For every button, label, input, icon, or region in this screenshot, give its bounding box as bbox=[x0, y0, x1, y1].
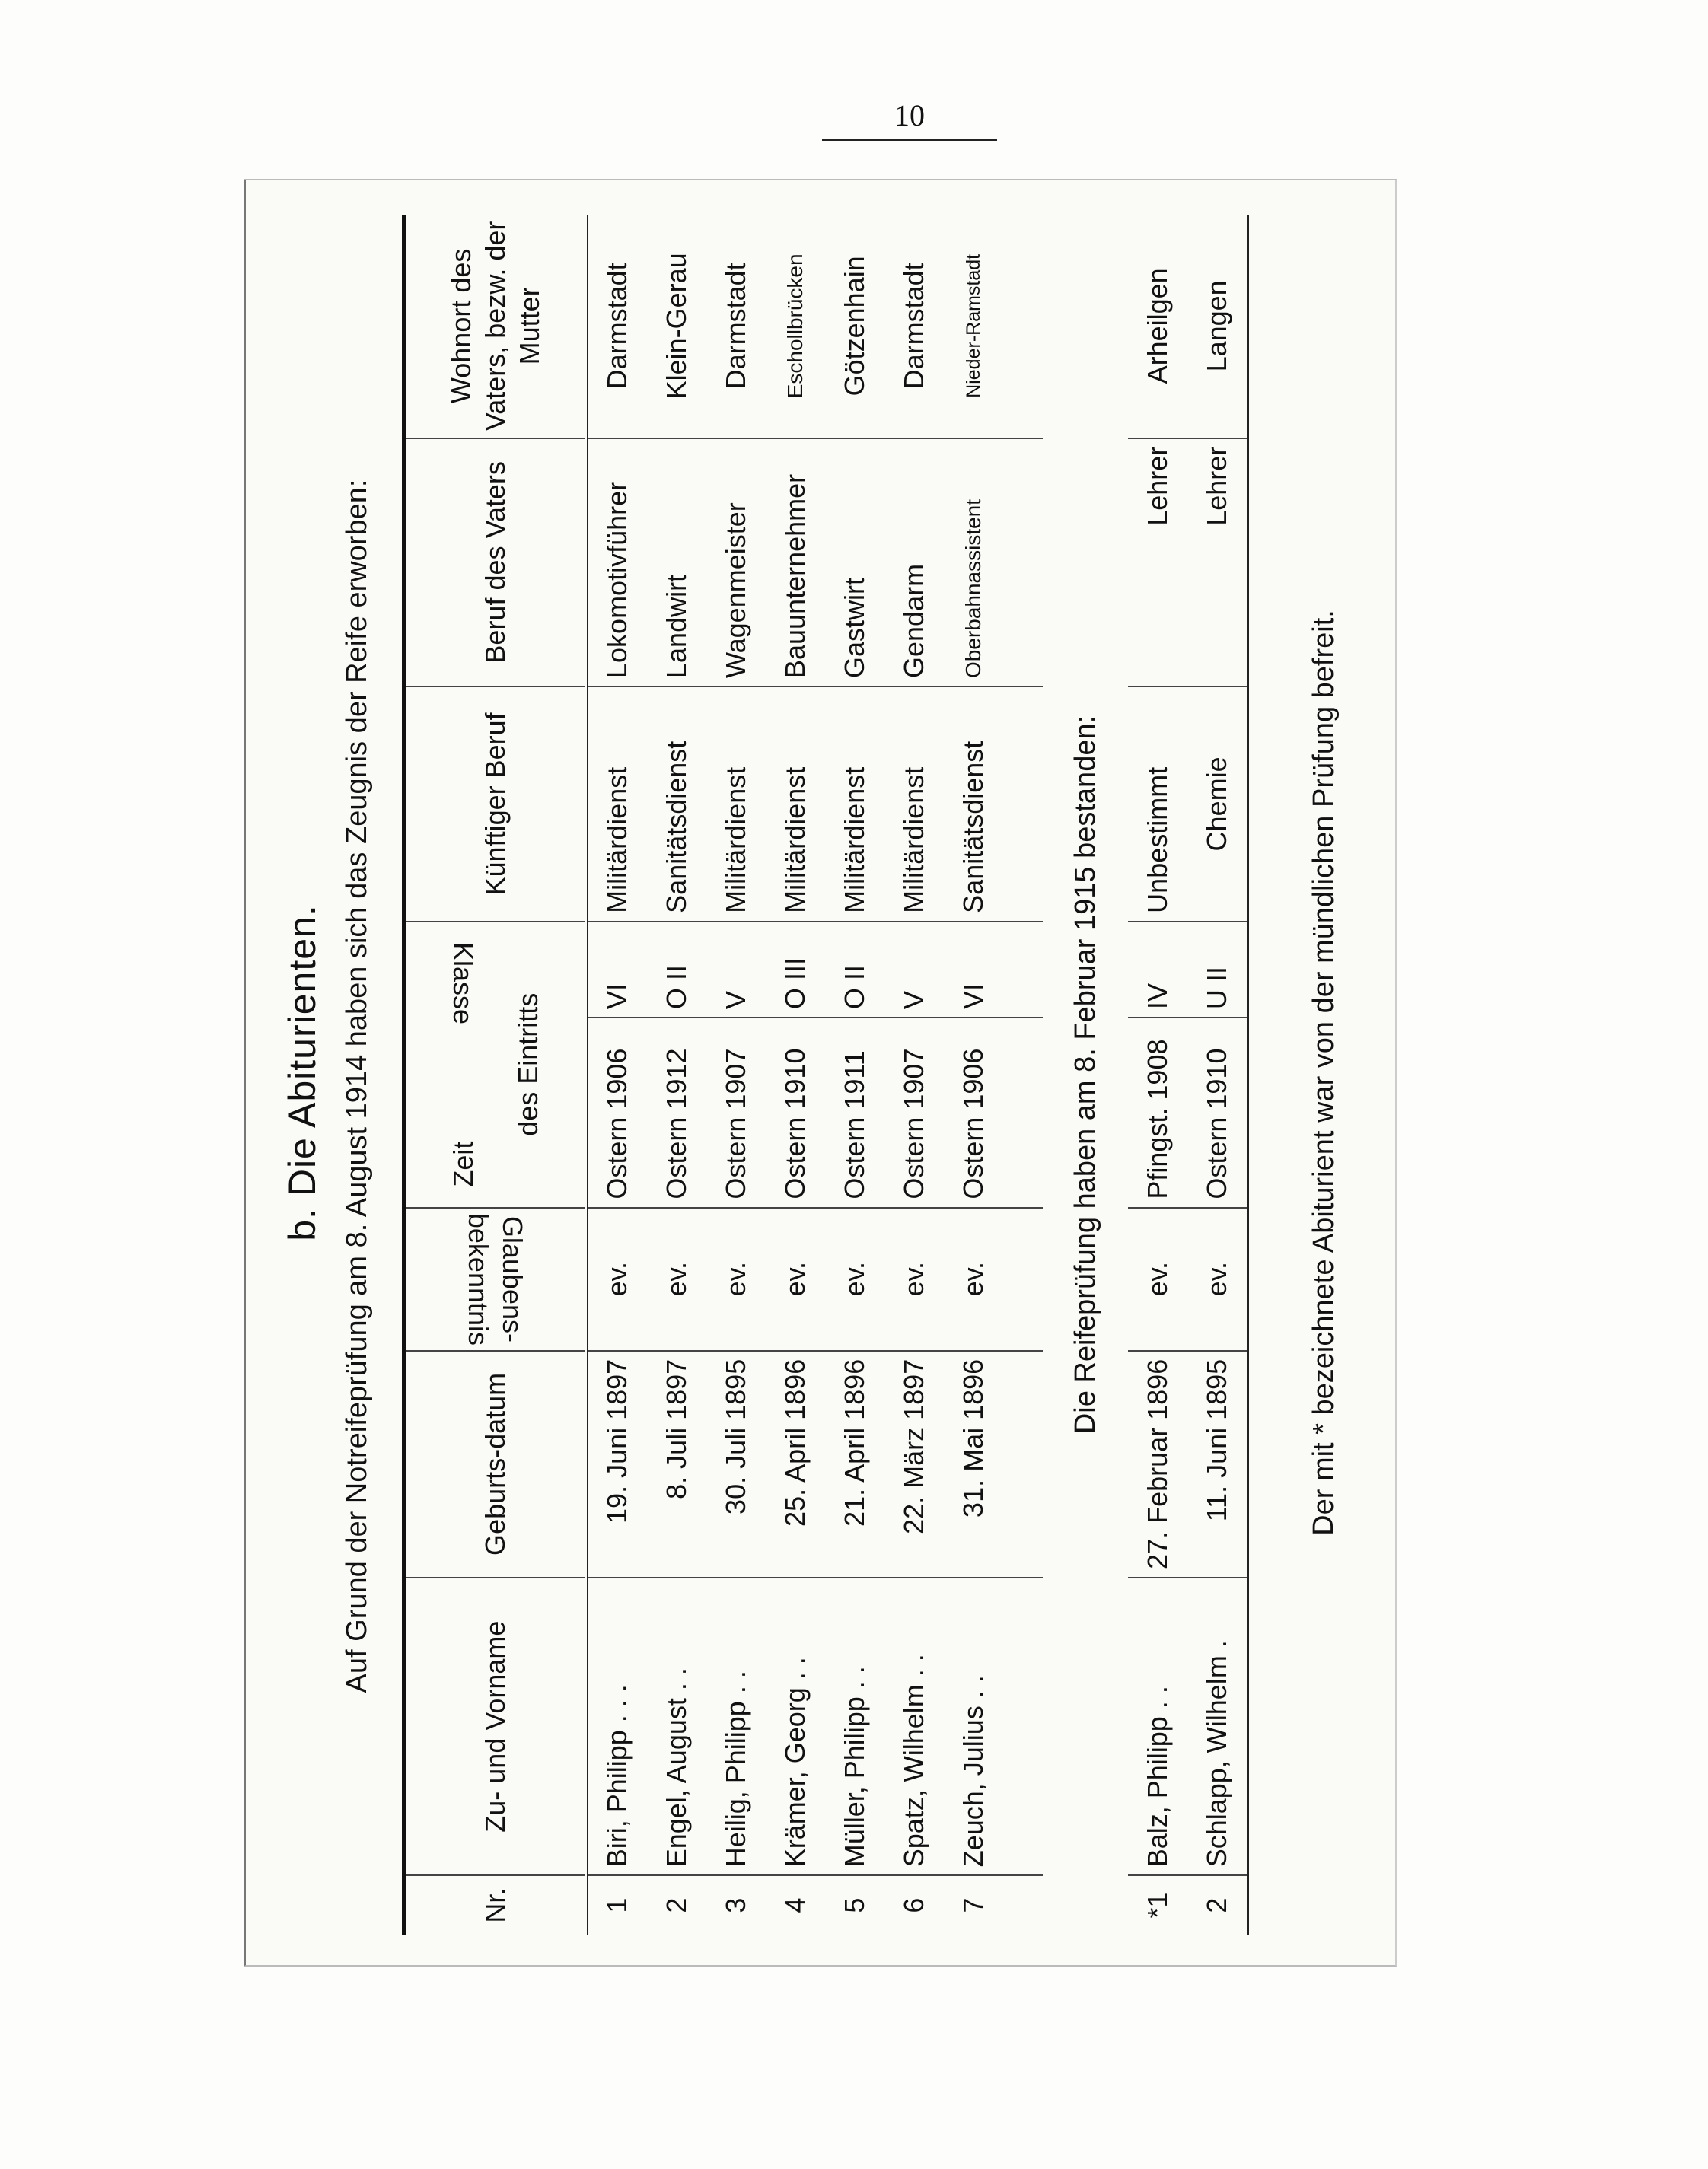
header-confession bbox=[404, 1208, 587, 1351]
table-row bbox=[1128, 215, 1187, 1935]
table-row bbox=[944, 215, 1003, 1935]
cell-residence: Eschollbrücken bbox=[783, 253, 807, 399]
cell-confession: ev. bbox=[944, 1208, 1003, 1351]
table-header-row bbox=[404, 215, 587, 1935]
cell-time: Ostern 1906 bbox=[586, 1018, 647, 1208]
table-row bbox=[1187, 215, 1248, 1935]
cell-nr: 1 bbox=[586, 1875, 647, 1935]
header-entry-top bbox=[446, 927, 480, 1202]
subheading: Die Reifeprüfung haben am 8. Februar 1915 bestanden: bbox=[1069, 715, 1101, 1435]
cell-residence: Darmstadt bbox=[720, 263, 751, 390]
cell-time: Ostern 1907 bbox=[884, 1018, 944, 1208]
cell-father-job: Bauunternehmer bbox=[766, 438, 825, 686]
cell-birth: 30. Juli 1895 bbox=[706, 1351, 766, 1578]
cell-nr: 6 bbox=[884, 1875, 944, 1935]
header-father-job: Beruf des Vaters bbox=[404, 438, 587, 686]
cell-residence: Götzenhain bbox=[839, 256, 870, 397]
cell-father-job: Lokomotivführer bbox=[586, 438, 647, 686]
cell-time: Ostern 1910 bbox=[1187, 1018, 1248, 1208]
cell-future-job: Militärdienst bbox=[586, 686, 647, 922]
rows-1915 bbox=[1128, 215, 1248, 1935]
cell-birth: 11. Juni 1895 bbox=[1187, 1351, 1248, 1578]
cell-future-job: Militärdienst bbox=[884, 686, 944, 922]
table-row bbox=[884, 215, 944, 1935]
cell-nr: 7 bbox=[944, 1875, 1003, 1935]
cell-nr: 3 bbox=[706, 1875, 766, 1935]
cell-confession: ev. bbox=[586, 1208, 647, 1351]
cell-birth: 8. Juli 1897 bbox=[647, 1351, 706, 1578]
cell-residence: Klein-Gerau bbox=[661, 253, 692, 400]
cell-future-job: Chemie bbox=[1187, 686, 1248, 922]
cell-class: O III bbox=[766, 922, 825, 1018]
cell-father-job: Gastwirt bbox=[825, 438, 884, 686]
cell-nr: 4 bbox=[766, 1875, 825, 1935]
subheading-row bbox=[1043, 215, 1128, 1935]
cell-time: Ostern 1906 bbox=[944, 1018, 1003, 1208]
cell-father-job: Wagenmeister bbox=[706, 438, 766, 686]
cell-class: VI bbox=[944, 922, 1003, 1018]
cell-birth: 21. April 1896 bbox=[825, 1351, 884, 1578]
cell-father-job: Landwirt bbox=[647, 438, 706, 686]
cell-birth: 25. April 1896 bbox=[766, 1351, 825, 1578]
cell-future-job: Militärdienst bbox=[766, 686, 825, 922]
subheading-block bbox=[1043, 215, 1128, 1935]
header-future-job: Künftiger Beruf bbox=[404, 686, 587, 922]
header-entry-group bbox=[404, 922, 587, 1208]
cell-father-job: Lehrer bbox=[1187, 438, 1248, 686]
cell-future-job: Sanitätsdienst bbox=[944, 686, 1003, 922]
header-klasse-wrap bbox=[446, 942, 480, 1024]
header-entry: des Eintritts bbox=[511, 992, 543, 1136]
cell-father-job: Oberbahnassistent bbox=[944, 438, 1003, 686]
cell-residence: Darmstadt bbox=[898, 263, 929, 390]
cell-class: V bbox=[706, 922, 766, 1018]
section-title: b. Die Abiturienten. bbox=[281, 904, 323, 1241]
cell-time: Ostern 1910 bbox=[766, 1018, 825, 1208]
cell-residence: Arheilgen bbox=[1142, 268, 1173, 384]
header-name: Zu- und Vorname bbox=[404, 1578, 587, 1875]
header-time: Zeit bbox=[447, 1141, 479, 1187]
cell-class: VI bbox=[586, 922, 647, 1018]
table-row bbox=[766, 215, 825, 1935]
cell-birth: 19. Juni 1897 bbox=[586, 1351, 647, 1578]
cell-time: Ostern 1907 bbox=[706, 1018, 766, 1208]
header-residence: Wohnort des Vaters, bezw. der Mutter bbox=[404, 215, 587, 438]
cell-nr: 5 bbox=[825, 1875, 884, 1935]
cell-nr: *1 bbox=[1128, 1875, 1187, 1935]
cell-class: O II bbox=[647, 922, 706, 1018]
header-klasse: Klasse bbox=[447, 941, 479, 1024]
cell-name: Schlapp, Wilhelm . bbox=[1187, 1578, 1248, 1875]
cell-class: IV bbox=[1128, 922, 1187, 1018]
table-row bbox=[586, 215, 647, 1935]
cell-name: Engel, August . . bbox=[647, 1578, 706, 1875]
table-row bbox=[647, 215, 706, 1935]
table-row bbox=[825, 215, 884, 1935]
cell-confession: ev. bbox=[825, 1208, 884, 1351]
cell-residence: Nieder-Ramstadt bbox=[962, 253, 984, 398]
cell-class: U II bbox=[1187, 922, 1248, 1018]
cell-time: Pfingst. 1908 bbox=[1128, 1018, 1187, 1208]
rotated-table-page bbox=[244, 179, 1397, 1967]
header-birth: Geburts-datum bbox=[404, 1351, 587, 1578]
cell-name: Spatz, Wilhelm . . bbox=[884, 1578, 944, 1875]
cell-name: Zeuch, Julius . . bbox=[944, 1578, 1003, 1875]
cell-father-job: Gendarm bbox=[884, 438, 944, 686]
cell-future-job: Militärdienst bbox=[825, 686, 884, 922]
cell-time: Ostern 1911 bbox=[825, 1018, 884, 1208]
cell-name: Biri, Philipp . . . bbox=[586, 1578, 647, 1875]
cell-confession: ev. bbox=[647, 1208, 706, 1351]
header-confession-text: Glaubens-bekenntnis bbox=[462, 1212, 528, 1346]
spacer-row bbox=[1003, 215, 1043, 1935]
cell-future-job: Sanitätsdienst bbox=[647, 686, 706, 922]
cell-confession: ev. bbox=[1187, 1208, 1248, 1351]
cell-class: O II bbox=[825, 922, 884, 1018]
cell-name: Krämer, Georg . . bbox=[766, 1578, 825, 1875]
cell-confession: ev. bbox=[1128, 1208, 1187, 1351]
cell-birth: 22. März 1897 bbox=[884, 1351, 944, 1578]
cell-confession: ev. bbox=[706, 1208, 766, 1351]
cell-future-job: Militärdienst bbox=[706, 686, 766, 922]
cell-nr: 2 bbox=[1187, 1875, 1248, 1935]
rows-1914 bbox=[586, 215, 1043, 1935]
cell-residence: Darmstadt bbox=[601, 263, 633, 390]
cell-confession: ev. bbox=[884, 1208, 944, 1351]
cell-residence: Langen bbox=[1187, 215, 1248, 438]
cell-time: Ostern 1912 bbox=[647, 1018, 706, 1208]
cell-name: Müller, Philipp . . bbox=[825, 1578, 884, 1875]
cell-future-job: Unbestimmt bbox=[1128, 686, 1187, 922]
page-number: 10 bbox=[822, 97, 997, 141]
footnote: Der mit * bezeichnete Abiturient war von der mündlichen Prüfung befreit. bbox=[1308, 610, 1340, 1536]
cell-class: V bbox=[884, 922, 944, 1018]
cell-name: Balz, Philipp . . bbox=[1128, 1578, 1187, 1875]
cell-father-job: Lehrer bbox=[1128, 438, 1187, 686]
cell-nr: 2 bbox=[647, 1875, 706, 1935]
rotated-content bbox=[246, 180, 1395, 1965]
cell-confession: ev. bbox=[766, 1208, 825, 1351]
graduates-table bbox=[402, 215, 1249, 1935]
table-row bbox=[706, 215, 766, 1935]
header-nr: Nr. bbox=[404, 1875, 587, 1935]
cell-name: Heilig, Philipp . . bbox=[706, 1578, 766, 1875]
cell-birth: 27. Februar 1896 bbox=[1128, 1351, 1187, 1578]
intro-text: Auf Grund der Notreifeprüfung am 8. August 1914 haben sich das Zeugnis der Reife erworben: bbox=[341, 479, 373, 1693]
cell-birth: 31. Mai 1896 bbox=[944, 1351, 1003, 1578]
